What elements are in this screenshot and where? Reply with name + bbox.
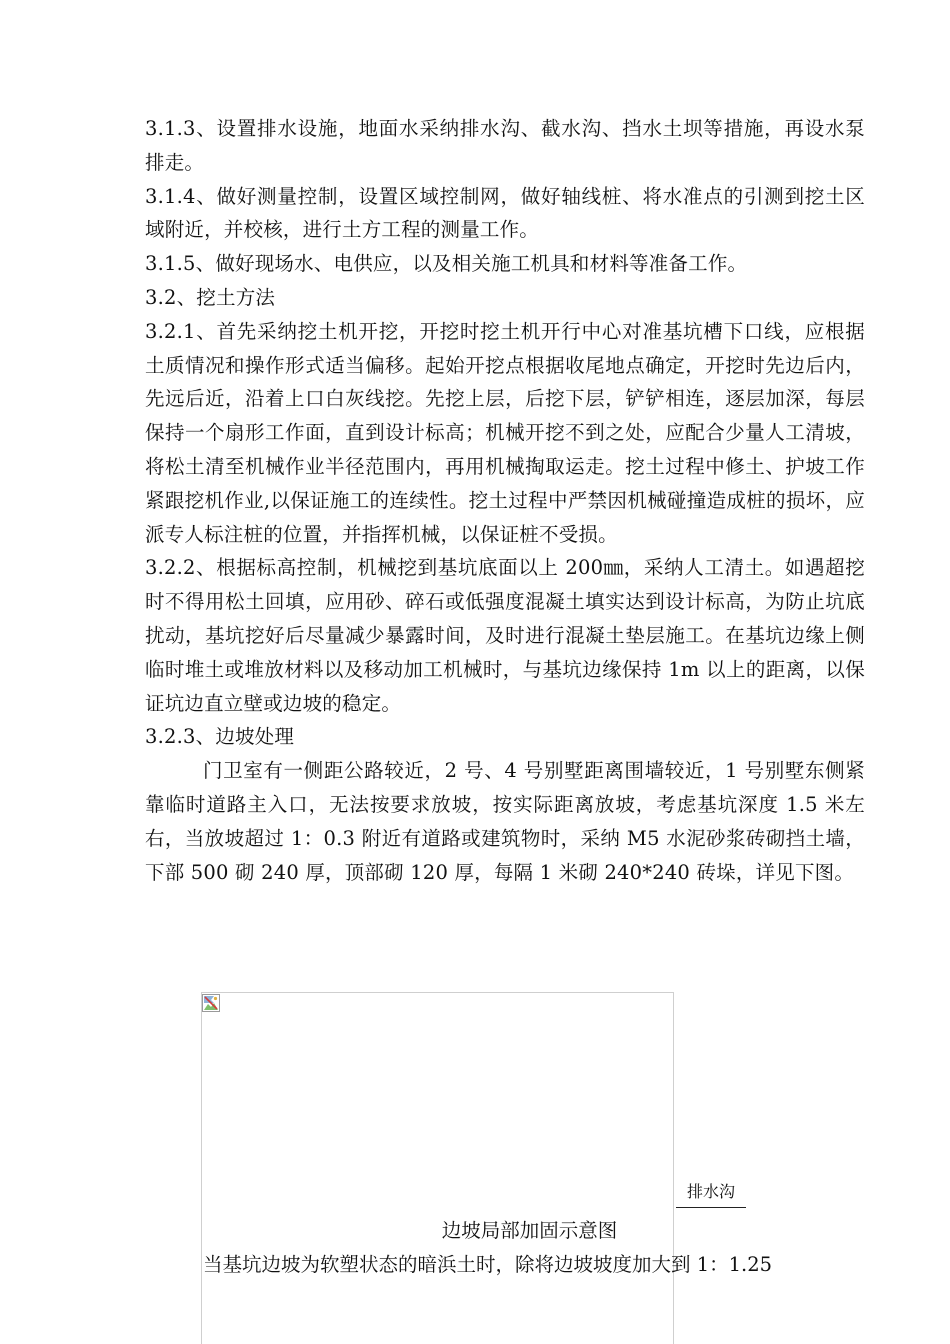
figure-caption: 边坡局部加固示意图	[441, 1219, 618, 1242]
figure-placeholder-frame	[201, 992, 674, 1344]
paragraph-3-1-5: 3.1.5、做好现场水、电供应，以及相关施工机具和材料等准备工作。	[145, 252, 748, 276]
heading-3-2: 3.2、挖土方法	[145, 285, 276, 309]
paragraph-slope-treatment: 门卫室有一侧距公路较近，2 号、4 号别墅距离围墙较近，1 号别墅东侧紧靠临时道路主入口，无法按要求放坡，按实际距离放坡，考虑基坑深度 1.5 米左右，当放坡超过 1：0.3 附近有道路或建筑物时，采纳 M5 水泥砂浆砖砌挡土墙，下部 500 砌 240 厚，顶部砌 120 厚，每隔 1 米砌 240*240 砖垛，详见下图。	[145, 759, 865, 884]
paragraph-3-2-1: 3.2.1、首先采纳挖土机开挖，开挖时挖土机开行中心对准基坑槽下口线，应根据土质情况和操作形式适当偏移。起始开挖点根据收尾地点确定，开挖时先边后内，先远后近，沿着上口白灰线挖。先挖上层，后挖下层，铲铲相连，逐层加深，每层保持一个扇形工作面，直到设计标高；机械开挖不到之处，应配合少量人工清坡，将松土清至机械作业半径范围内，再用机械掏取运走。挖土过程中修土、护坡工作紧跟挖机作业,以保证施工的连续性。挖土过程中严禁因机械碰撞造成桩的损坏，应派专人标注桩的位置，并指挥机械，以保证桩不受损。	[145, 319, 865, 546]
trailing-paragraph-line: 当基坑边坡为软塑状态的暗浜土时，除将边坡坡度加大到 1：1.25	[203, 1253, 773, 1276]
paragraph-3-1-4: 3.1.4、做好测量控制，设置区域控制网，做好轴线桩、将水准点的引测到挖土区域附近，并校核，进行土方工程的测量工作。	[145, 184, 865, 242]
broken-image-icon	[202, 994, 220, 1012]
paragraph-3-2-2: 3.2.2、根据标高控制，机械挖到基坑底面以上 200㎜，采纳人工清土。如遇超挖时不得用松土回填，应用砂、碎石或低强度混凝土填实达到设计标高，为防止坑底扰动，基坑挖好后尽量减少暴露时间，及时进行混凝土垫层施工。在基坑边缘上侧临时堆土或堆放材料以及移动加工机械时，与基坑边缘保持 1m 以上的距离，以保证坑边直立壁或边坡的稳定。	[145, 556, 865, 715]
heading-3-2-3: 3.2.3、边坡处理	[145, 725, 295, 749]
paragraph-3-1-3: 3.1.3、设置排水设施，地面水采纳排水沟、截水沟、挡水土坝等措施，再设水泵排走。	[145, 117, 865, 174]
body-text	[145, 112, 865, 889]
drain-ditch-label: 排水沟	[676, 1180, 746, 1208]
